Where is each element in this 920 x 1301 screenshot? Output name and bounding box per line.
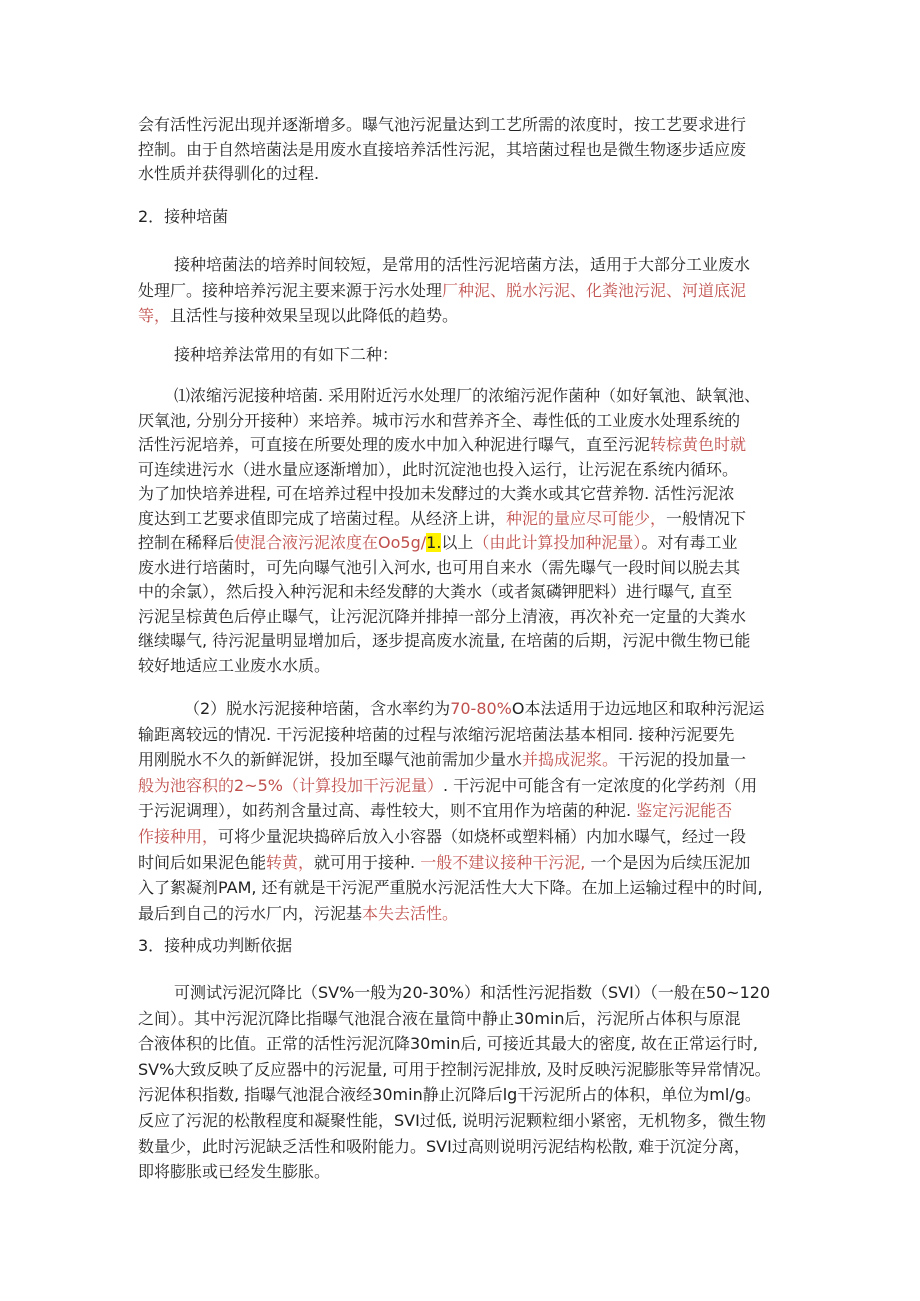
highlight-red-text: 般为池容积的2~5%（计算投加干污泥量）: [138, 775, 443, 795]
highlight-red-text: 等，: [138, 306, 171, 326]
yellow-highlight: 1.: [426, 533, 442, 552]
text-line: ⑴浓缩污泥接种培菌. 采用附近污水处理厂的浓缩污泥作菌种（如好氧池、缺氧池、: [174, 386, 761, 405]
paragraph-natural-culture-end: [138, 113, 788, 187]
text-line: 为了加快培养进程, 可在培养过程中投加未发酵过的大粪水或其它营养物. 活性污泥浓: [138, 484, 735, 503]
text-line: 之间）。其中污泥沉降比指曝气池混合液在量筒中静止30min后，污泥所占体积与原混: [138, 1008, 741, 1028]
highlight-red-text: 转棕黄色时就: [650, 435, 747, 454]
highlight-red-text: 厂种泥、脱水污泥、化粪池污泥、河道底泥: [442, 280, 747, 300]
paragraph-methods-intro: 接种培养法常用的有如下二种：: [174, 345, 399, 364]
text-line: 继续曝气, 待污泥量明显增加后，逐步提高废水流量, 在培菌的后期，污泥中微生物已能: [138, 631, 751, 650]
paragraph-success-criteria: [138, 980, 788, 1185]
text-line: 度达到工艺要求值即完成了培菌过程。从经济上讲，种泥的量应尽可能少，一般情况下: [138, 508, 747, 528]
text-line: 合液体积的比值。正常的活性污泥沉降30min后, 可接近其最大的密度, 故在正常运行时,: [138, 1034, 758, 1054]
highlight-red-text: 鉴定污泥能否: [631, 801, 733, 821]
section-heading-2: 2．接种培菌: [138, 207, 229, 226]
highlight-red-text: 使混合液污泥浓度在Oo5g∕: [234, 533, 427, 552]
highlight-red-text: 一般不建议接种干污泥,: [415, 852, 591, 872]
highlight-red-text: 作接种用，: [138, 826, 219, 846]
paragraph-method-1: [138, 384, 788, 678]
text-line: 水性质并获得驯化的过程.: [138, 164, 320, 183]
text-line: 污泥呈棕黄色后停止曝气，让污泥沉降并排掉一部分上清液，再次补充一定量的大粪水: [138, 606, 747, 626]
highlight-red-text: 转黄，: [266, 852, 315, 872]
text-line: 等，且活性与接种效果呈现以此降低的趋势。: [138, 306, 459, 326]
highlight-red-text: 并捣成泥浆。: [522, 750, 619, 770]
text-line: 控制。由于自然培菌法是用废水直接培养活性污泥，其培菌过程也是微生物逐步适应废: [138, 139, 747, 159]
highlight-red-text: 本失去活性。: [362, 903, 459, 923]
highlight-red-text: 种泥的量应尽可能少，: [506, 508, 667, 528]
text-line: 般为池容积的2~5%（计算投加干污泥量）. 干污泥中可能含有一定浓度的化学药剂（用: [138, 775, 758, 795]
text-line: 接种培菌法的培养时间较短，是常用的活性污泥培菌方法，适用于大部分工业废水: [174, 255, 751, 274]
section-heading-3: 3．接种成功判断依据: [138, 936, 293, 955]
text-line: 可连续进污水（进水量应逐渐增加），此时沉淀池也投入运行，让污泥在系统内循环。: [138, 459, 739, 479]
text-line: 较好地适应工业废水水质。: [138, 655, 331, 675]
text-line: 反应了污泥的松散程度和凝聚性能，SVI过低, 说明污泥颗粒细小紧密，无机物多，微生物: [138, 1110, 766, 1130]
text-line: 污泥体积指数, 指曝气池混合液经30min静止沉降后lg干污泥所占的体积，单位为ml/g。: [138, 1085, 761, 1105]
text-line: 时间后如果泥色能转黄，就可用于接种. 一般不建议接种干污泥, 一个是因为后续压泥加: [138, 852, 751, 872]
text-line: 作接种用，可将少量泥块捣碎后放入小容器（如烧杯或塑料桶）内加水曝气，经过一段: [138, 826, 747, 846]
text-line: SV%大致反映了反应器中的污泥量, 可用于控制污泥排放, 及时反映污泥膨胀等异常情况。: [138, 1059, 771, 1079]
text-line: 控制在稀释后使混合液污泥浓度在Oo5g∕1.以上（由此计算投加种泥量）。对有毒工业: [138, 533, 738, 552]
text-line: 处理厂。接种培养污泥主要来源于污水处理厂种泥、脱水污泥、化粪池污泥、河道底泥: [138, 280, 747, 300]
paragraph-inoculation-intro: [138, 252, 788, 329]
paragraph-method-2: [138, 696, 788, 926]
text-line: （2）脱水污泥接种培菌，含水率约为70-80%O本法适用于边远地区和取种污泥运: [184, 699, 765, 718]
text-line: 用刚脱水不久的新鲜泥饼，投加至曝气池前需加少量水并捣成泥浆。干污泥的投加量一: [138, 750, 747, 770]
highlight-red-text: （由此计算投加种泥量）: [473, 533, 642, 552]
text-line: 最后到自己的污水厂内，污泥基本失去活性。: [138, 903, 459, 923]
text-line: 数量少，此时污泥缺乏活性和吸附能力。SVI过高则说明污泥结构松散, 难于沉淀分离，: [138, 1136, 750, 1156]
text-line: 入了絮凝剂PAM, 还有就是干污泥严重脱水污泥活性大大下降。在加上运输过程中的时间,: [138, 878, 763, 898]
text-line: 活性污泥培养，可直接在所要处理的废水中加入种泥进行曝气，直至污泥转棕黄色时就: [138, 435, 747, 454]
text-line: 于污泥调理），如药剂含量过高、毒性较大，则不宜用作为培菌的种泥. 鉴定污泥能否: [138, 801, 733, 821]
highlight-red-text: 70-80%: [450, 699, 512, 718]
text-line: 即将膨胀或已经发生膨胀。: [138, 1162, 331, 1182]
text-line: 可测试污泥沉降比（SV%一般为20-30%）和活性污泥指数（SVI）（一般在50~120: [174, 983, 771, 1002]
text-line: 厌氧池, 分别分开接种）来培养。城市污水和营养齐全、毒性低的工业废水处理系统的: [138, 410, 741, 430]
text-line: 会有活性污泥出现并逐渐增多。曝气池污泥量达到工艺所需的浓度时，按工艺要求进行: [138, 115, 747, 134]
text-line: 输距离较远的情况. 干污泥接种培菌的过程与浓缩污泥培菌法基本相同. 接种污泥要先: [138, 724, 735, 744]
text-line: 废水进行培菌时，可先向曝气池引入河水, 也可用自来水（需先曝气一段时间以脱去其: [138, 557, 741, 577]
text-line: 中的余氯），然后投入种污泥和未经发酵的大粪水（或者氮磷钾肥料）进行曝气, 直至: [138, 582, 733, 601]
